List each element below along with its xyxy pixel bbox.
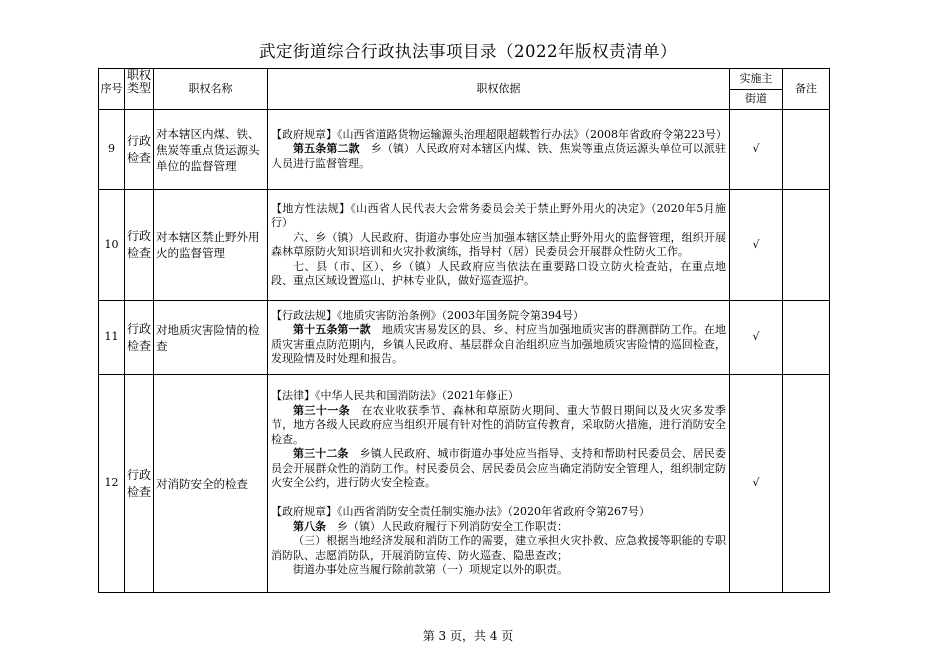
- table-row: [99, 375, 830, 593]
- header-type: 职权类型: [125, 69, 154, 110]
- basis-source: 【地方性法规】《山西省人民代表大会常务委员会关于禁止野外用火的决定》（2020年5月施行）: [271, 201, 726, 229]
- article-text: 七、县（市、区）、乡（镇）人民政府应当依法在重要路口设立防火检查站，在重点地段、重点区域设置巡山、护林专业队，做好巡查巡护。: [271, 259, 726, 287]
- article-text: 乡镇人民政府、城市街道办事处应当指导、支持和帮助村民委员会、居民委员会开展群众性的消防工作。村民委员会、居民委员会应当确定消防安全管理人，组织制定防火安全公约，进行防火安全检查。: [271, 447, 727, 490]
- article-label: 第三十一条: [293, 403, 351, 417]
- table-row: [99, 190, 830, 301]
- article-label: 第五条第二款: [293, 142, 360, 156]
- article-label: 第八条: [293, 519, 326, 533]
- row-name: 对本辖区内煤、铁、焦炭等重点货运源头单位的监督管理: [154, 110, 268, 190]
- basis-source: 【政府规章】《山西省消防安全责任制实施办法》（2020年省政府令第267号）: [271, 505, 650, 519]
- row-basis: [268, 301, 730, 375]
- article-label: 第十五条第一款: [293, 323, 371, 336]
- implementer-check: √: [730, 301, 783, 375]
- row-type: 行政检查: [125, 375, 154, 593]
- article-text: （三）根据当地经济发展和消防工作的需要，建立承担火灾扑救、应急救援等职能的专职消防队、志愿消防队，开展消防宣传、防火巡查、隐患查改；: [271, 534, 726, 562]
- row-remark: [783, 110, 830, 190]
- header-implementer-sub: 街道: [730, 90, 783, 110]
- header-implementer: 实施主: [730, 69, 783, 90]
- spacer: [271, 491, 726, 506]
- basis-source: 【法律】《中华人民共和国消防法》（2021年修正）: [271, 389, 519, 403]
- row-no: 10: [99, 190, 125, 301]
- header-remark: 备注: [783, 69, 830, 110]
- header-name: 职权名称: [154, 69, 268, 110]
- row-basis: [268, 190, 730, 301]
- article-text: 街道办事处应当履行除前款第（一）项规定以外的职责。: [293, 563, 568, 577]
- implementer-check: √: [730, 190, 783, 301]
- article-text: 地质灾害易发区的县、乡、村应当加强地质灾害的群测群防工作。在地质灾害重点防范期内，乡镇人民政府、基层群众自治组织应当加强地质灾害险情的巡回检查，发现险情及时处理和报告。: [271, 323, 727, 365]
- article-text: 乡（镇）人民政府对本辖区内煤、铁、焦炭等重点货运源头单位可以派驻人员进行监督管理。: [271, 142, 727, 170]
- basis-source: 【政府规章】《山西省道路货物运输源头治理超限超载暂行办法》（2008年省政府令第223号）: [271, 127, 727, 141]
- basis-source: 【行政法规】《地质灾害防治条例》（2003年国务院令第394号）: [271, 308, 584, 322]
- header-no: 序号: [99, 69, 125, 110]
- page-footer: 第 3 页，共 4 页: [422, 629, 514, 643]
- row-type: 行政检查: [125, 301, 154, 375]
- table-row: [99, 301, 830, 375]
- row-no: 11: [99, 301, 125, 375]
- row-no: 9: [99, 110, 125, 190]
- table-row: [99, 110, 830, 190]
- article-text: 六、乡（镇）人民政府、街道办事处应当加强本辖区禁止野外用火的监督管理，组织开展森林草原防火知识培训和火灾扑救演练，指导村（居）民委员会开展群众性防火工作。: [271, 230, 726, 258]
- row-no: 12: [99, 375, 125, 593]
- article-label: 第三十二条: [293, 447, 349, 461]
- page-title: 武定街道综合行政执法事项目录（2022年版权责清单）: [259, 42, 677, 61]
- row-name: 对地质灾害险情的检查: [154, 301, 268, 375]
- row-basis: [268, 375, 730, 593]
- row-remark: [783, 301, 830, 375]
- row-remark: [783, 375, 830, 593]
- row-remark: [783, 190, 830, 301]
- row-type: 行政检查: [125, 110, 154, 190]
- header-basis: 职权依据: [268, 69, 730, 110]
- row-name: 对消防安全的检查: [154, 375, 268, 593]
- row-type: 行政检查: [125, 190, 154, 301]
- article-text: 乡（镇）人民政府履行下列消防安全工作职责：: [326, 519, 568, 533]
- authority-table: [98, 68, 830, 593]
- implementer-check: √: [730, 375, 783, 593]
- article-text: 在农业收获季节、森林和草原防火期间、重大节假日期间以及火灾多发季节，地方各级人民政府应当组织开展有针对性的消防宣传教育，采取防火措施，进行消防安全检查。: [271, 403, 727, 446]
- implementer-check: √: [730, 110, 783, 190]
- row-name: 对本辖区禁止野外用火的监督管理: [154, 190, 268, 301]
- row-basis: [268, 110, 730, 190]
